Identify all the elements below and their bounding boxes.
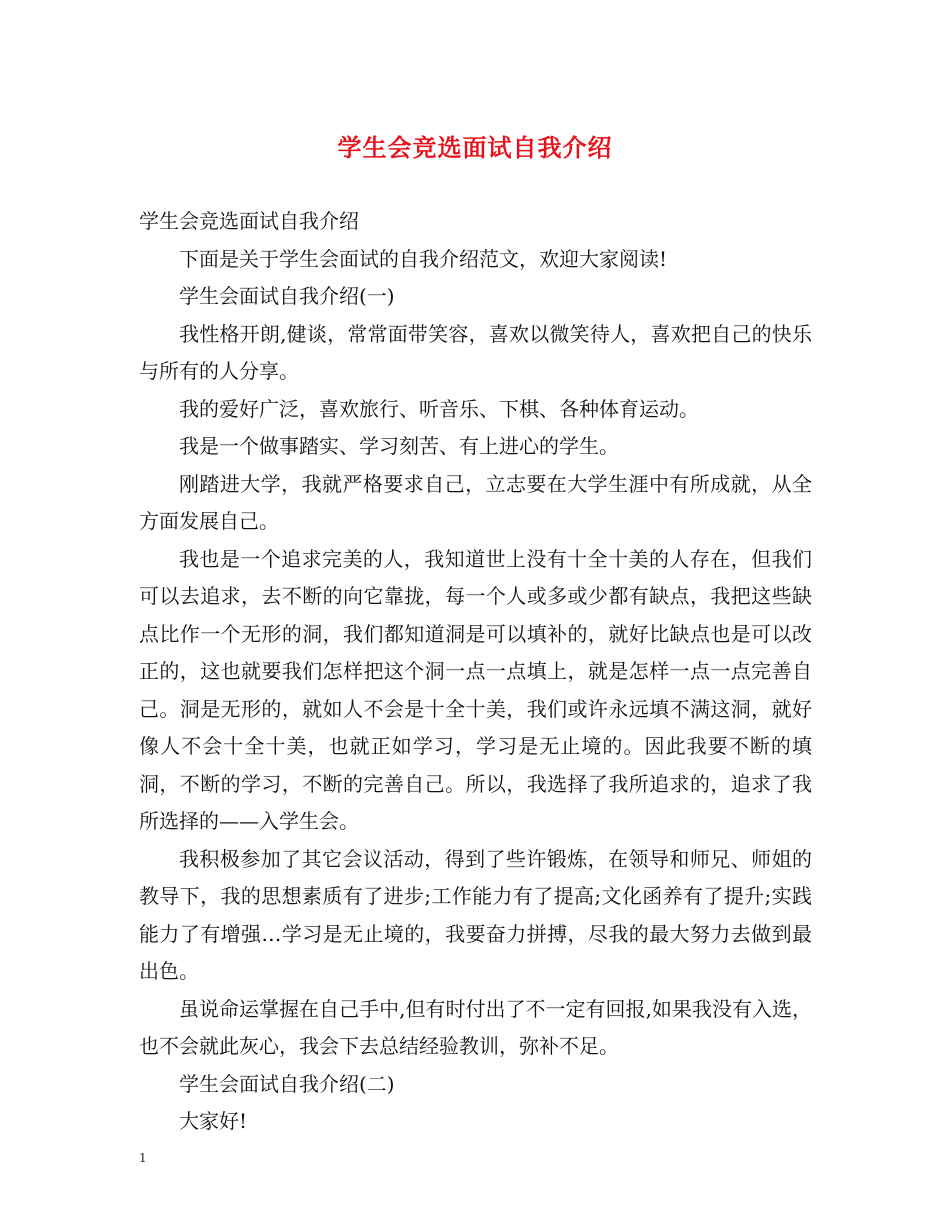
document-body	[139, 203, 812, 1141]
subtitle-paragraph: 学生会竞选面试自我介绍	[139, 209, 359, 233]
section-heading-two: 学生会面试自我介绍(二)	[179, 1071, 395, 1096]
body-paragraph: 我积极参加了其它会议活动，得到了些许锻炼，在领导和师兄、师姐的教导下，我的思想素质有了进步;工作能力有了提高;文化函养有了提升;实践能力了有增强…学习是无止境的，我要奋力拼搏，尽我的最大努力去做到最出色。	[139, 846, 812, 983]
body-paragraph: 我性格开朗,健谈，常常面带笑容，喜欢以微笑待人，喜欢把自己的快乐与所有的人分享。	[139, 321, 812, 383]
intro-paragraph: 下面是关于学生会面试的自我介绍范文，欢迎大家阅读!	[179, 246, 668, 271]
body-paragraph: 我也是一个追求完美的人，我知道世上没有十全十美的人存在，但我们可以去追求，去不断的向它靠拢，每一个人或多或少都有缺点，我把这些缺点比作一个无形的洞，我们都知道洞是可以填补的，就好比缺点也是可以改正的，这也就要我们怎样把这个洞一点一点填上，就是怎样一点一点完善自己。洞是无形的，就如人不会是十全十美，我们或许永远填不满这洞，就好像人不会十全十美，也就正如学习，学习是无止境的。因此我要不断的填洞，不断的学习，不断的完善自己。所以，我选择了我所追求的，追求了我所选择的——入学生会。	[139, 546, 812, 833]
section-heading-one: 学生会面试自我介绍(一)	[179, 284, 395, 308]
body-paragraph: 我的爱好广泛，喜欢旅行、听音乐、下棋、各种体育运动。	[179, 396, 699, 421]
page-number: 1	[139, 1151, 147, 1165]
body-paragraph: 我是一个做事踏实、学习刻苦、有上进心的学生。	[179, 434, 619, 458]
body-paragraph: 虽说命运掌握在自己手中,但有时付出了不一定有回报,如果我没有入选，也不会就此灰心，我会下去总结经验教训，弥补不足。	[139, 996, 812, 1058]
greeting-paragraph: 大家好!	[179, 1109, 248, 1133]
body-paragraph: 刚踏进大学，我就严格要求自己，立志要在大学生涯中有所成就，从全方面发展自己。	[139, 471, 812, 533]
document-title: 学生会竞选面试自我介绍	[337, 134, 613, 162]
